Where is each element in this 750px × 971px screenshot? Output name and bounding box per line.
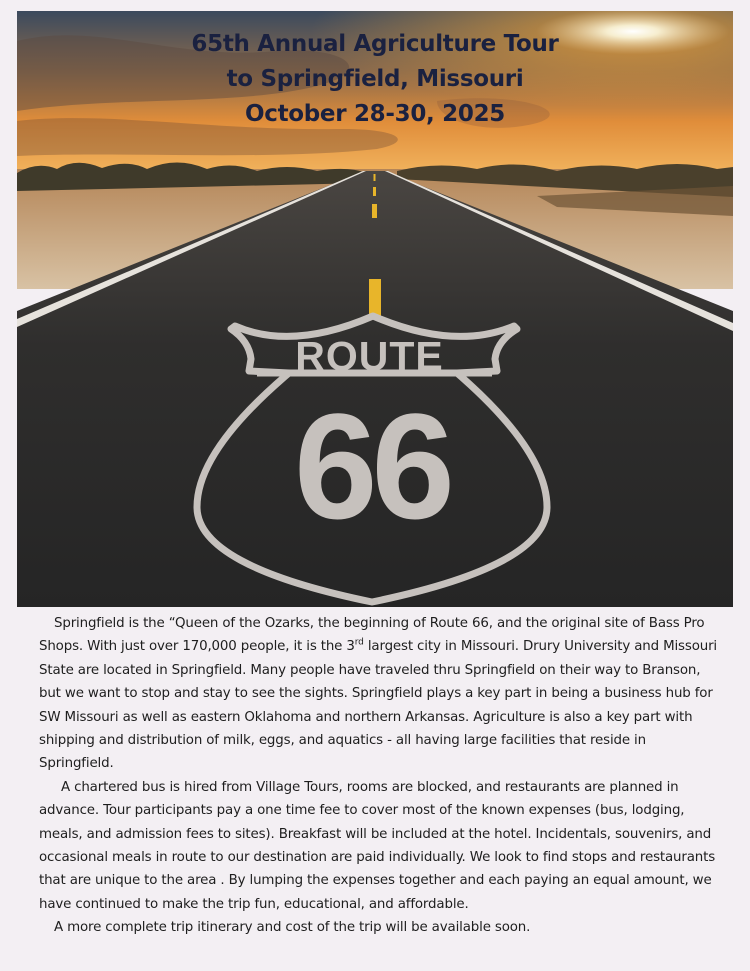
- description-text: [39, 612, 719, 940]
- paragraph-logistics-text: A chartered bus is hired from Village Tours, rooms are blocked, and restaurants are planned in advance. Tour participants pay a one time fee to cover most of the known expenses (bus, lodging, meals, and admission fees to sites). Breakfast will be included at the hotel. Incidentals, souvenirs, and occasional meals in route to our destination are paid individually. We look to find stops and restaurants that are unique to the area . By lumping the expenses together and each paying an equal amount, we have continued to make the trip fun, educational, and affordable.: [39, 779, 716, 912]
- paragraph-intro-part2: largest city in Missouri. Drury University and Missouri State are located in Springfield. Many people have traveled thru Springfield on their way to Branson, but we want to stop and stay to see the sights. Springfield plays a key part in being a business hub for SW Missouri as well as eastern Oklahoma and northern Arkansas. Agriculture is also a key part with shipping and distribution of milk, eggs, and aquatics - all having large facilities that reside in Springfield.: [39, 639, 718, 772]
- title-line: 65th Annual Agriculture Tour: [191, 31, 559, 57]
- shield-route-number: 66: [294, 382, 449, 550]
- paragraph-closing: [39, 916, 719, 939]
- shield-route-label: ROUTE: [295, 333, 444, 379]
- ordinal-superscript: rd: [354, 637, 364, 648]
- title-line: to Springfield, Missouri: [226, 66, 524, 92]
- title-line: October 28-30, 2025: [244, 101, 505, 127]
- paragraph-intro-part1: Springfield is the “Queen of the Ozarks, the beginning of Route 66, and the original site of Bass Pro Shops. With just over 170,000 people, it is the 3: [39, 616, 705, 655]
- hero-image: [17, 11, 733, 607]
- page-title: [17, 27, 733, 132]
- paragraph-closing-text: A more complete trip itinerary and cost of the trip will be available soon.: [54, 920, 531, 936]
- paragraph-intro: [39, 612, 719, 776]
- paragraph-logistics: [39, 776, 719, 916]
